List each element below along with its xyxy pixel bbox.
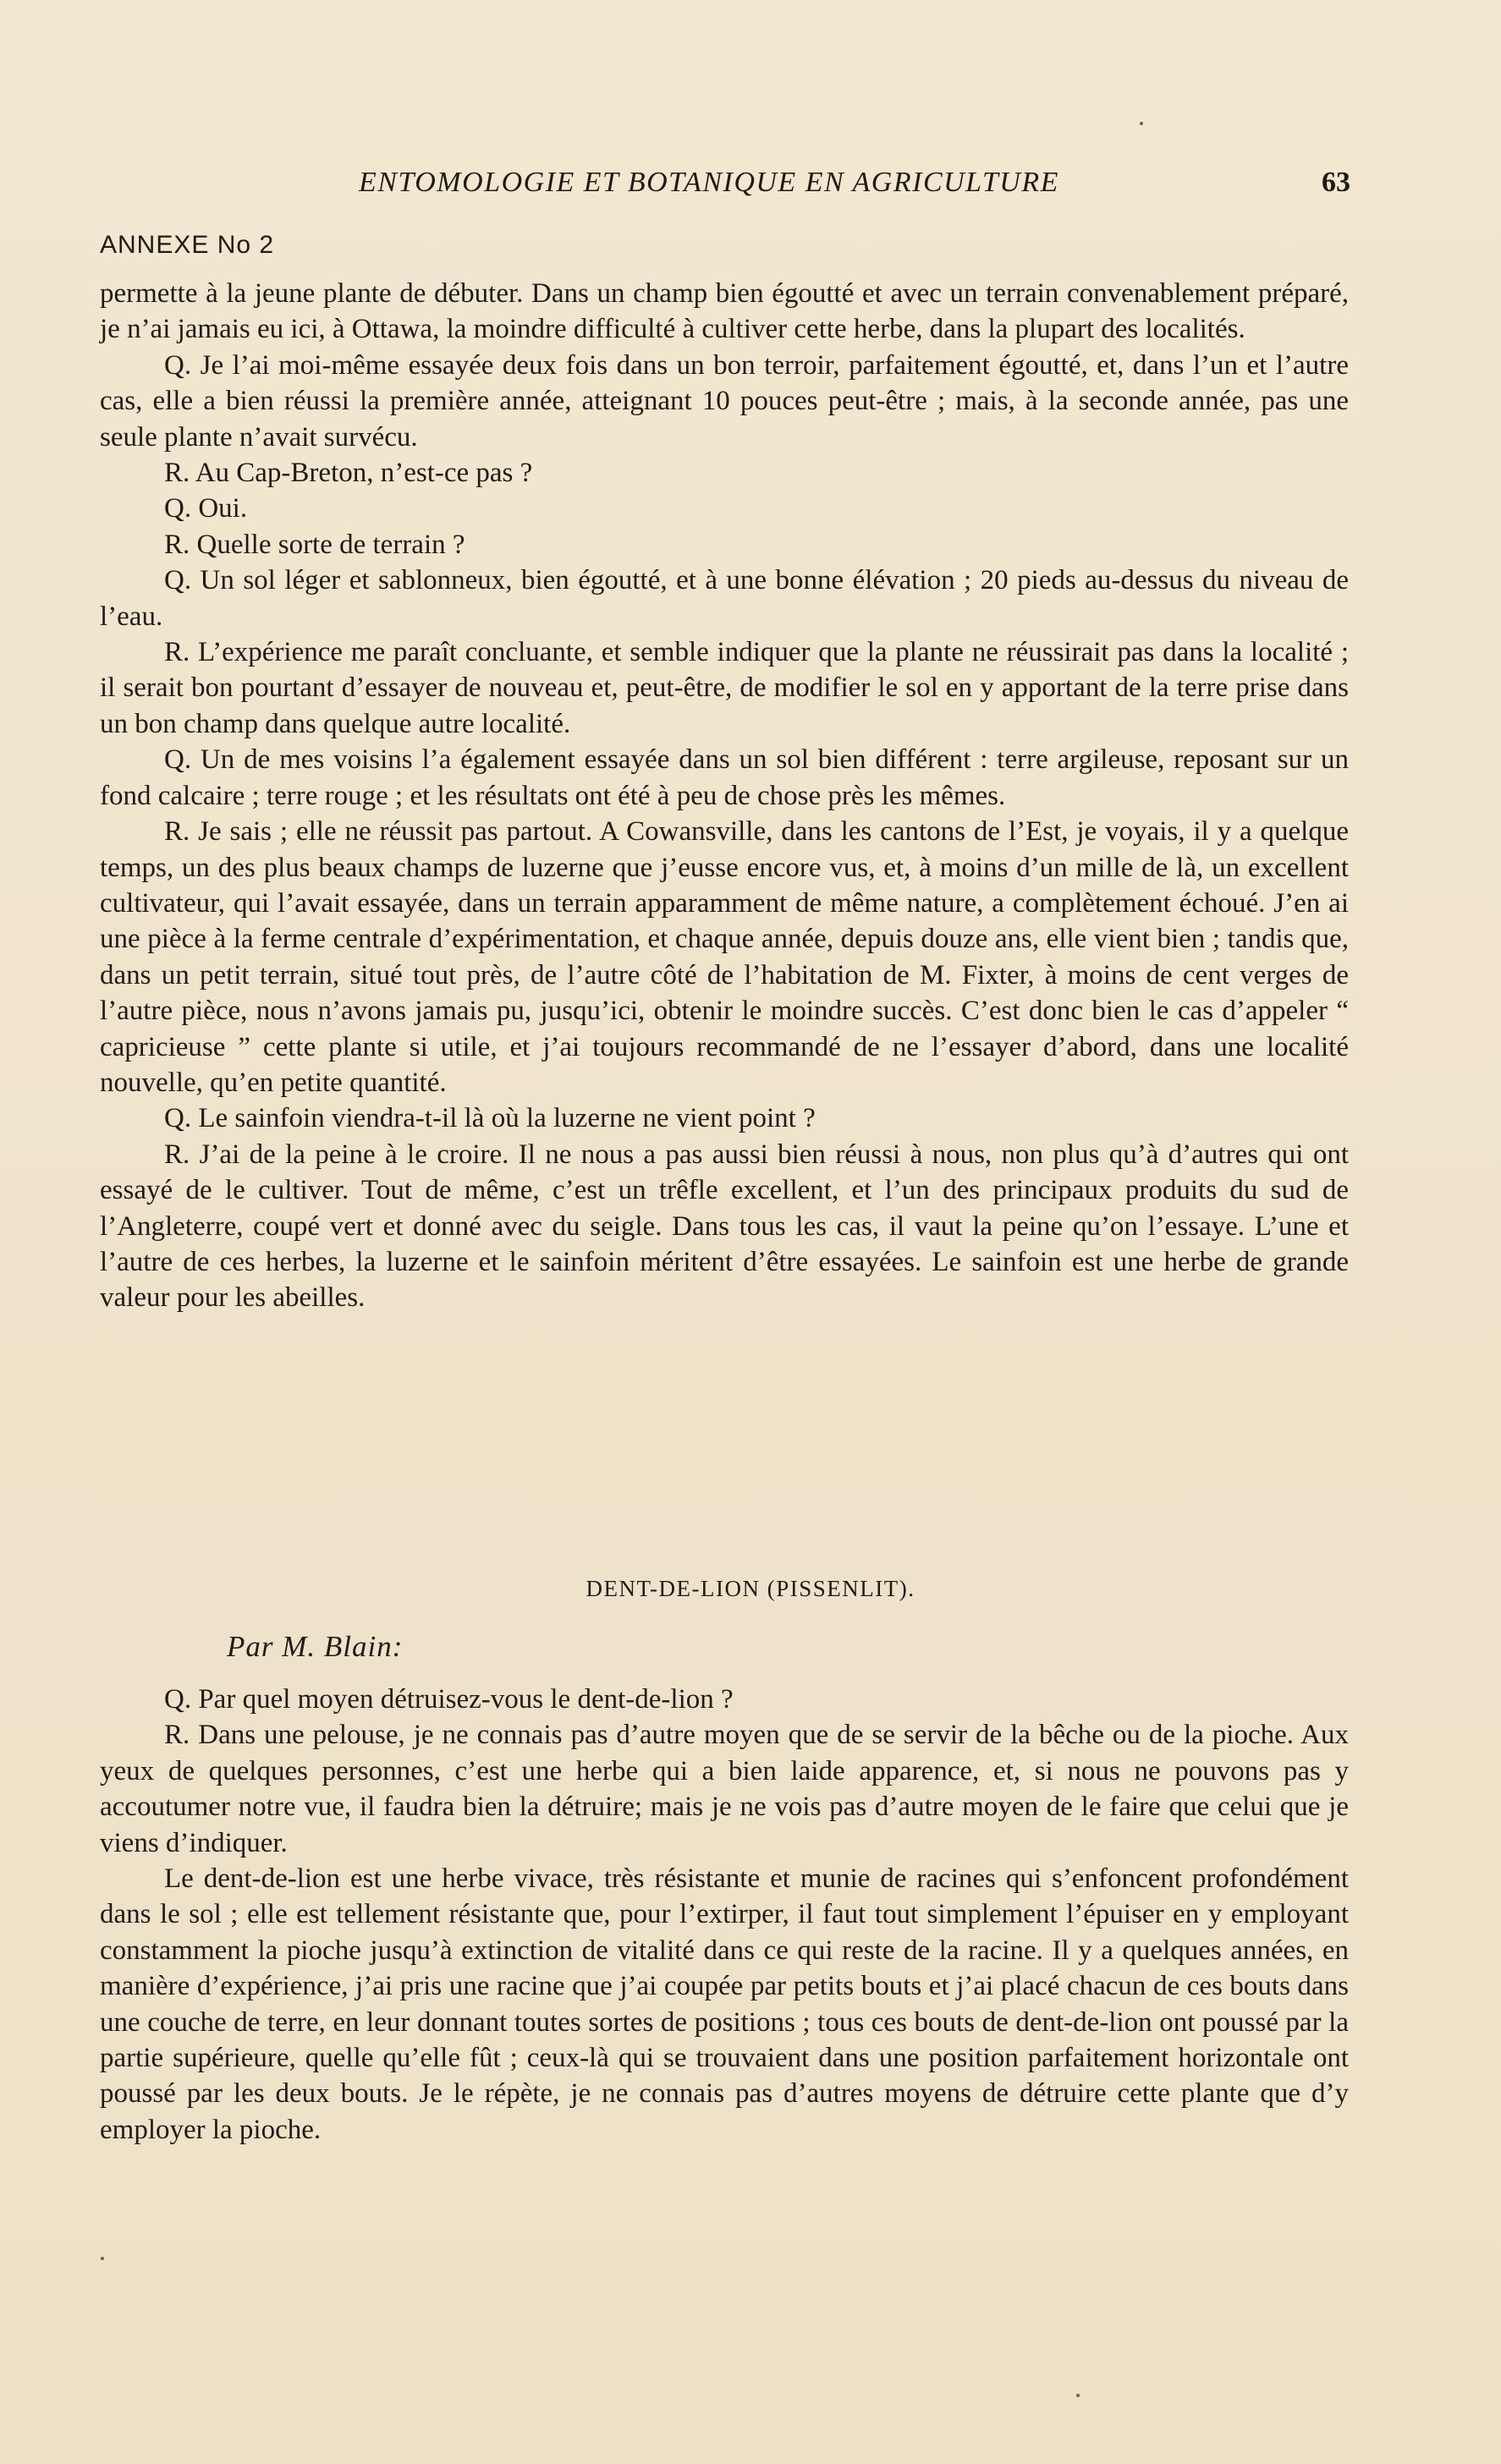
running-header <box>0 162 1501 203</box>
page-number: 63 <box>1322 167 1350 198</box>
body-text-dandelion <box>100 1682 1349 2148</box>
alfalfa-paragraph: Q. Oui. <box>164 493 248 524</box>
running-title: ENTOMOLOGIE ET BOTANIQUE EN AGRICULTURE <box>359 167 1059 198</box>
paper-speck <box>101 2257 104 2260</box>
alfalfa-paragraph: Q. Le sainfoin viendra-t-il là où la luzerne ne vient point ? <box>164 1103 816 1134</box>
speaker-byline: Par M. Blain: <box>227 1630 404 1663</box>
alfalfa-paragraph: R. Quelle sorte de terrain ? <box>164 529 465 560</box>
annex-label: ANNEXE No 2 <box>100 231 275 259</box>
dandelion-paragraph: Le dent-de-lion est une herbe vivace, très résistante et munie de racines qui s’enfoncent profondément dans le sol ; elle est tellement résistante que, pour l’extirper, il faut tout simplement l’épuiser en y employant constamment la pioche jusqu’à extinction de vitalité dans ce qui reste de la racine. Il y a quelques années, en manière d’expérience, j’ai pris une racine que j’ai coupée par petits bouts et j’ai placé chacun de ces bouts dans une couche de terre, en leur donnant toutes sortes de positions ; tous ces bouts de dent-de-lion ont poussé par la partie supérieure, quelle qu’elle fût ; ceux-là qui se trouvaient dans une position parfaitement horizontale ont poussé par les deux bouts. Je le répète, je ne connais pas d’autres moyens de détruire cette plante que d’y employer la pioche. <box>100 1863 1349 2145</box>
alfalfa-paragraph: R. Au Cap-Breton, n’est-ce pas ? <box>164 458 533 489</box>
paper-speck <box>1076 2394 1080 2397</box>
section-heading: DENT-DE-LION (PISSENLIT). <box>586 1576 915 1601</box>
alfalfa-paragraph: R. L’expérience me paraît concluante, et semble indiquer que la plante ne réussirait pas dans la localité ; il serait bon pourtant d’essayer de nouveau et, peut-être, de modifier le sol en y apportant de la terre prise dans un bon champ dans quelque autre localité. <box>100 637 1349 739</box>
alfalfa-paragraph: Q. Un de mes voisins l’a également essayée dans un sol bien différent : terre argileuse, reposant sur un fond calcaire ; terre rouge ; et les résultats ont été à peu de chose près les mêmes. <box>100 744 1349 811</box>
dandelion-paragraph: Q. Par quel moyen détruisez-vous le dent-de-lion ? <box>164 1684 734 1715</box>
alfalfa-paragraph: Q. Un sol léger et sablonneux, bien égoutté, et à une bonne élévation ; 20 pieds au-dessus du niveau de l’eau. <box>100 565 1349 632</box>
dandelion-paragraph: R. Dans une pelouse, je ne connais pas d’autre moyen que de se servir de la bêche ou de la pioche. Aux yeux de quelques personnes, c’est une herbe qui a bien laide apparence, et, si nous ne pouvons pas y accoutumer notre vue, il faudra bien la détruire; mais je ne vois pas d’autre moyen de le faire que celui que je viens d’indiquer. <box>100 1720 1349 1858</box>
alfalfa-paragraph: permette à la jeune plante de débuter. Dans un champ bien égoutté et avec un terrain convenablement préparé, je n’ai jamais eu ici, à Ottawa, la moindre difficulté à cultiver cette herbe, dans la plupart des localités. <box>100 278 1349 345</box>
alfalfa-paragraph: R. J’ai de la peine à le croire. Il ne nous a pas aussi bien réussi à nous, non plus qu’à d’autres qui ont essayé de le cultiver. Tout de même, c’est un trêfle excellent, et l’un des principaux produits du sud de l’Angleterre, coupé vert et donné avec du seigle. Dans tous les cas, il vaut la peine qu’on l’essaye. L’une et l’autre de ces herbes, la luzerne et le sainfoin méritent d’être essayées. Le sainfoin est une herbe de grande valeur pour les abeilles. <box>100 1139 1349 1314</box>
alfalfa-paragraph: R. Je sais ; elle ne réussit pas partout. A Cowansville, dans les cantons de l’Est, je voyais, il y a quelque temps, un des plus beaux champs de luzerne que j’eusse encore vus, et, à moins d’un mille de là, un excellent cultivateur, qui l’avait essayée, dans un terrain apparamment de même nature, a complètement échoué. J’en ai une pièce à la ferme centrale d’expérimentation, et chaque année, depuis douze ans, elle vient bien ; tandis que, dans un petit terrain, situé tout près, de l’autre côté de l’habitation de M. Fixter, à moins de cent verges de l’autre pièce, nous n’avons jamais pu, jusqu’ici, obtenir le moindre succès. C’est donc bien le cas d’appeler “ capricieuse ” cette plante si utile, et j’ai toujours recommandé de ne l’essayer d’abord, dans une localité nouvelle, qu’en petite quantité. <box>100 816 1349 1098</box>
body-text-alfalfa <box>100 276 1349 1316</box>
paper-speck <box>1140 122 1143 125</box>
alfalfa-paragraph: Q. Je l’ai moi-même essayée deux fois dans un bon terroir, parfaitement égoutté, et, dans l’un et l’autre cas, elle a bien réussi la première année, atteignant 10 pouces peut-être ; mais, à la seconde année, pas une seule plante n’avait survécu. <box>100 349 1349 453</box>
